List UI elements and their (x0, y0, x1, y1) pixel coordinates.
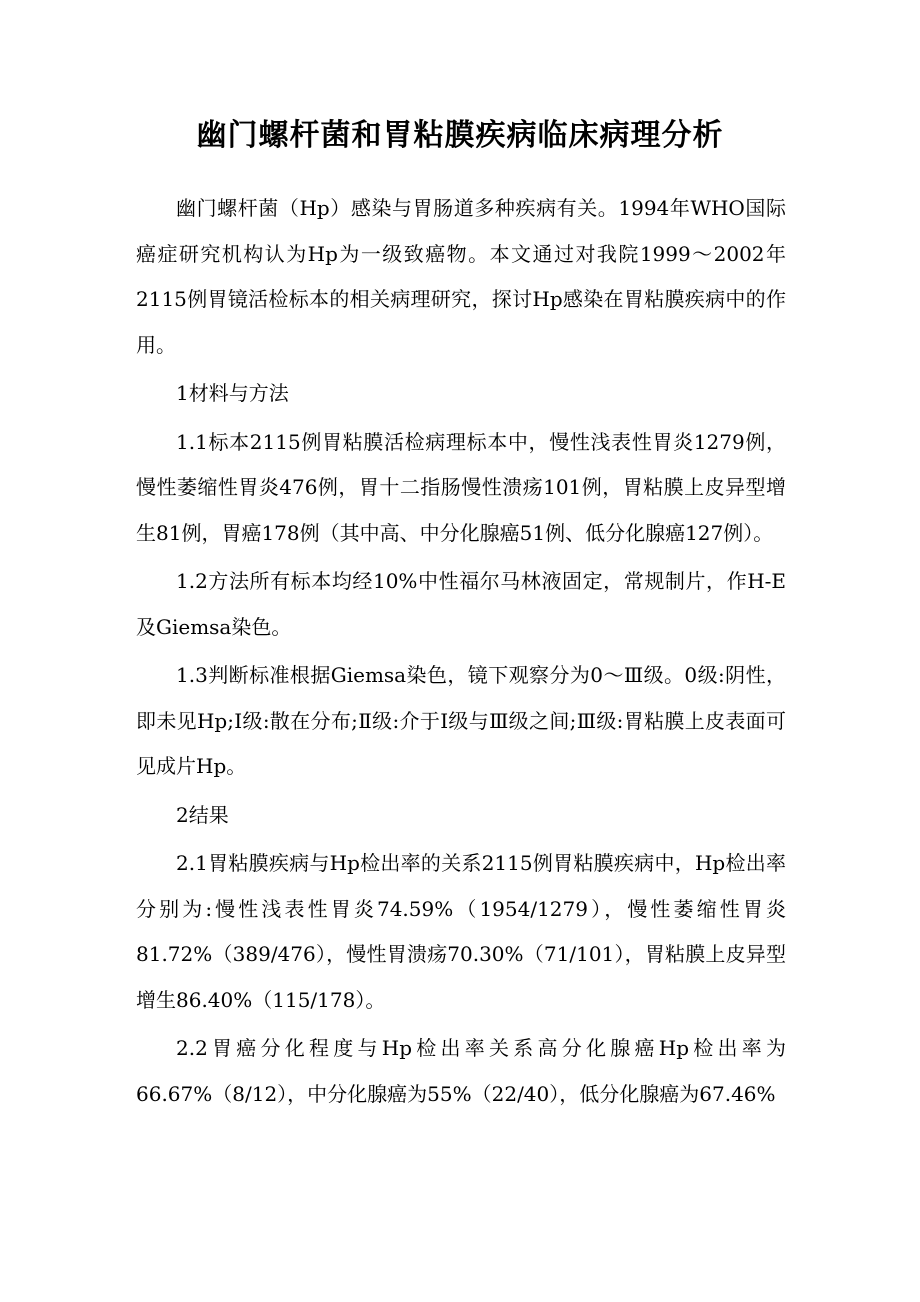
paragraph-results-differentiation: 2.2胃癌分化程度与Hp检出率关系高分化腺癌Hp检出率为66.67%（8/12），中分化腺癌为55%（22/40），低分化腺癌为67.46% (136, 1036, 786, 1106)
section-heading-materials-methods: 1材料与方法 (176, 381, 289, 405)
paragraph-methods: 1.2方法所有标本均经10%中性福尔马林液固定，常规制片，作H-E及Giemsa染色。 (136, 569, 786, 639)
section-heading-results: 2结果 (176, 802, 229, 827)
paragraph-criteria: 1.3判断标准根据Giemsa染色，镜下观察分为0～Ⅲ级。0级:阴性，即未见Hp;Ⅰ级:散在分布;Ⅱ级:介于Ⅰ级与Ⅲ级之间;Ⅲ级:胃粘膜上皮表面可见成片Hp。 (136, 663, 786, 778)
paragraph-specimens: 1.1标本2115例胃粘膜活检病理标本中，慢性浅表性胃炎1279例，慢性萎缩性胃炎476例，胃十二指肠慢性溃疡101例，胃粘膜上皮异型增生81例，胃癌178例（其中高、中分化腺癌51例、低分化腺癌127例）。 (136, 429, 786, 545)
paragraph-results-disease: 2.1胃粘膜疾病与Hp检出率的关系2115例胃粘膜疾病中，Hp检出率分别为:慢性浅表性胃炎74.59%（1954/1279），慢性萎缩性胃炎81.72%（389/476），慢性胃溃疡70.30%（71/101），胃粘膜上皮异型增生86.40%（115/178）。 (136, 851, 786, 1012)
document-body (136, 186, 786, 1120)
paragraph-intro: 幽门螺杆菌（Hp）感染与胃肠道多种疾病有关。1994年WHO国际癌症研究机构认为Hp为一级致癌物。本文通过对我院1999～2002年2115例胃镜活检标本的相关病理研究，探讨Hp感染在胃粘膜疾病中的作用。 (136, 196, 786, 357)
document-title: 幽门螺杆菌和胃粘膜疾病临床病理分析 (196, 118, 724, 153)
